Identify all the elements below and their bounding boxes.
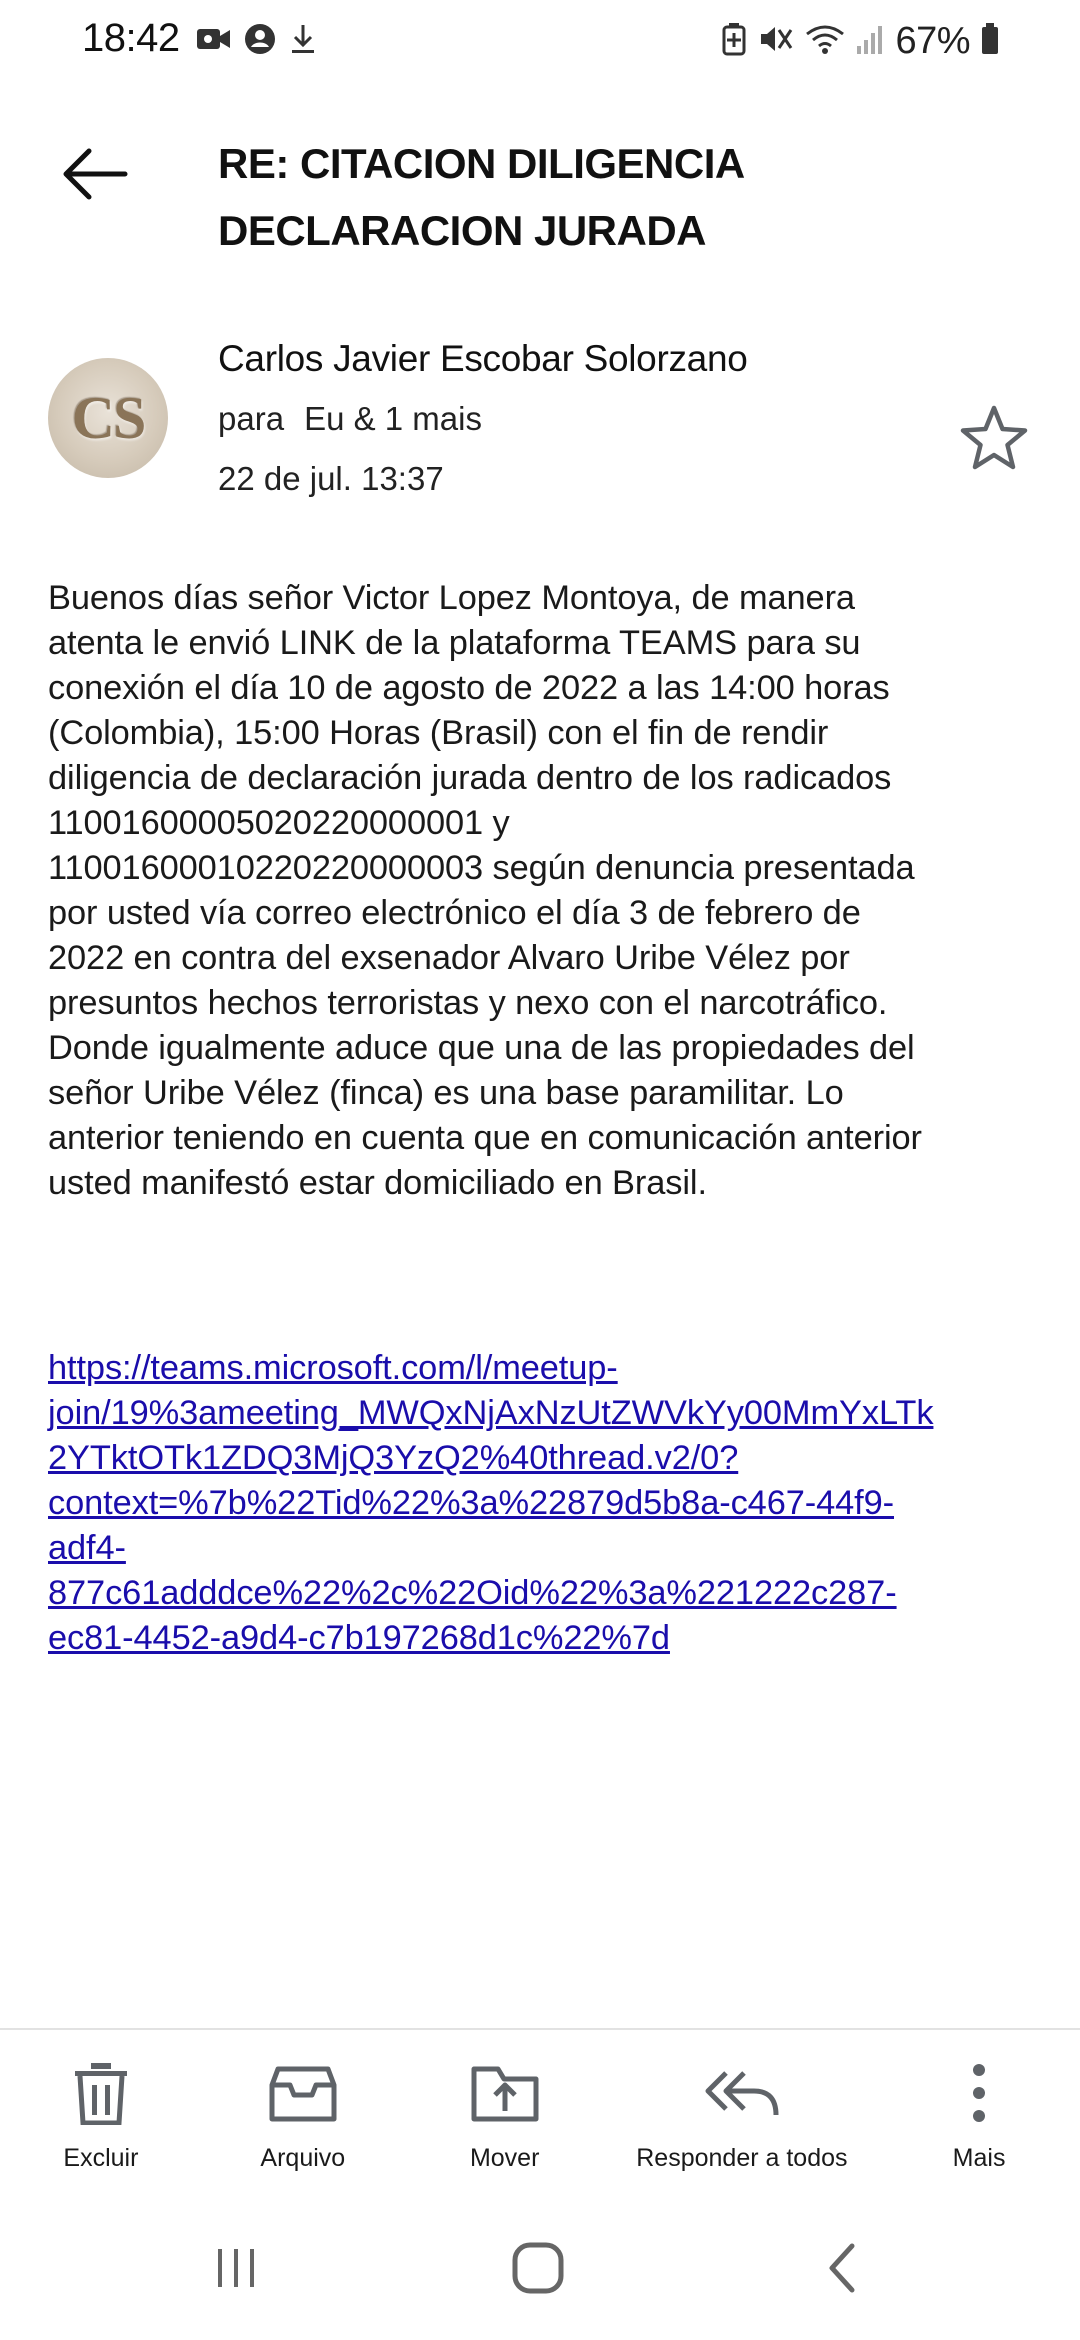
star-button[interactable] (954, 398, 1034, 478)
account-circle-icon (244, 23, 276, 60)
move-folder-icon (465, 2058, 545, 2128)
nav-back-icon (822, 2240, 862, 2296)
sender-name: Carlos Javier Escobar Solorzano (218, 338, 748, 379)
status-time: 18:42 (82, 16, 180, 60)
system-nav-bar (0, 2196, 1080, 2340)
email-header (0, 120, 1080, 270)
wifi-icon (805, 22, 845, 61)
delete-label: Excluir (63, 2144, 139, 2172)
home-icon (510, 2240, 566, 2296)
delete-button[interactable] (0, 2030, 202, 2196)
more-button[interactable] (878, 2030, 1080, 2196)
signal-icon (855, 22, 885, 61)
status-bar (0, 0, 1080, 86)
battery-percent: 67% (895, 20, 970, 62)
download-icon (288, 22, 318, 61)
nav-back-button[interactable] (800, 2230, 884, 2306)
sender-block (0, 332, 1080, 512)
more-vertical-icon (939, 2058, 1019, 2128)
status-left-icons (196, 22, 318, 61)
reply-all-label: Responder a todos (636, 2144, 848, 2172)
back-button[interactable] (52, 132, 136, 216)
arrow-left-icon (59, 146, 129, 202)
archive-label: Arquivo (260, 2144, 346, 2172)
avatar-initials: CS (71, 384, 145, 451)
recipients-prefix: para (218, 400, 285, 437)
action-bar (0, 2028, 1080, 2198)
battery-icon (980, 22, 1000, 61)
home-button[interactable] (496, 2230, 580, 2306)
email-body: Buenos días señor Victor Lopez Montoya, de manera atenta le envió LINK de la plataforma TEAMS para su conexión el día 10 de agosto de 2022 a las 14:00 horas (Colombia), 15:00 Horas (Brasil) con el fin de rendir diligencia de declaración jurada dentro de los radicados 11001600005020220000001 y 11001600010220220000003 según denuncia presentada por usted vía correo electrónico el día 3 de febrero de 2022 en contra del exsenador Alvaro Uribe Vélez por presuntos hechos terroristas y nexo con el narcotráfico. Donde igualmente aduce que una de las propiedades del señor Uribe Vélez (finca) es una base paramilitar. Lo anterior teniendo en cuenta que en comunicación anterior usted manifestó estar domiciliado en Brasil. (48, 579, 922, 1202)
recipients-list: Eu & 1 mais (304, 400, 482, 437)
more-label: Mais (952, 2144, 1006, 2172)
email-date: 22 de jul. 13:37 (218, 460, 444, 497)
trash-icon (61, 2058, 141, 2128)
teams-meeting-link[interactable]: https://teams.microsoft.com/l/meetup- join/19%3ameeting_MWQxNjAxNzUtZWVkYy00MmYxLTk 2YTktOTk1ZDQ3MjQ3YzQ2%40thread.v2/0? context=%7b%22Tid%22%3a%22879d5b8a-c467-44f9- adf4- 877c61adddce%22%2c%22Oid%22%3a%221222c287- ec81-4452-a9d4-c7b197268d1c%22%7d (48, 1349, 934, 1657)
mute-vibrate-icon (757, 22, 795, 61)
battery-saver-icon (721, 22, 747, 61)
archive-button[interactable] (202, 2030, 404, 2196)
move-button[interactable] (404, 2030, 606, 2196)
reply-all-icon (702, 2058, 782, 2128)
reply-all-button[interactable] (606, 2030, 879, 2196)
avatar[interactable] (48, 358, 168, 478)
archive-icon (263, 2058, 343, 2128)
move-label: Mover (469, 2144, 540, 2172)
video-call-icon (196, 24, 232, 59)
recents-button[interactable] (194, 2230, 278, 2306)
recents-icon (211, 2243, 261, 2293)
star-outline-icon (958, 403, 1030, 473)
recipients-toggle[interactable] (218, 400, 482, 438)
status-right-icons (721, 20, 1000, 63)
email-subject: RE: CITACION DILIGENCIA DECLARACION JURADA (218, 140, 744, 254)
